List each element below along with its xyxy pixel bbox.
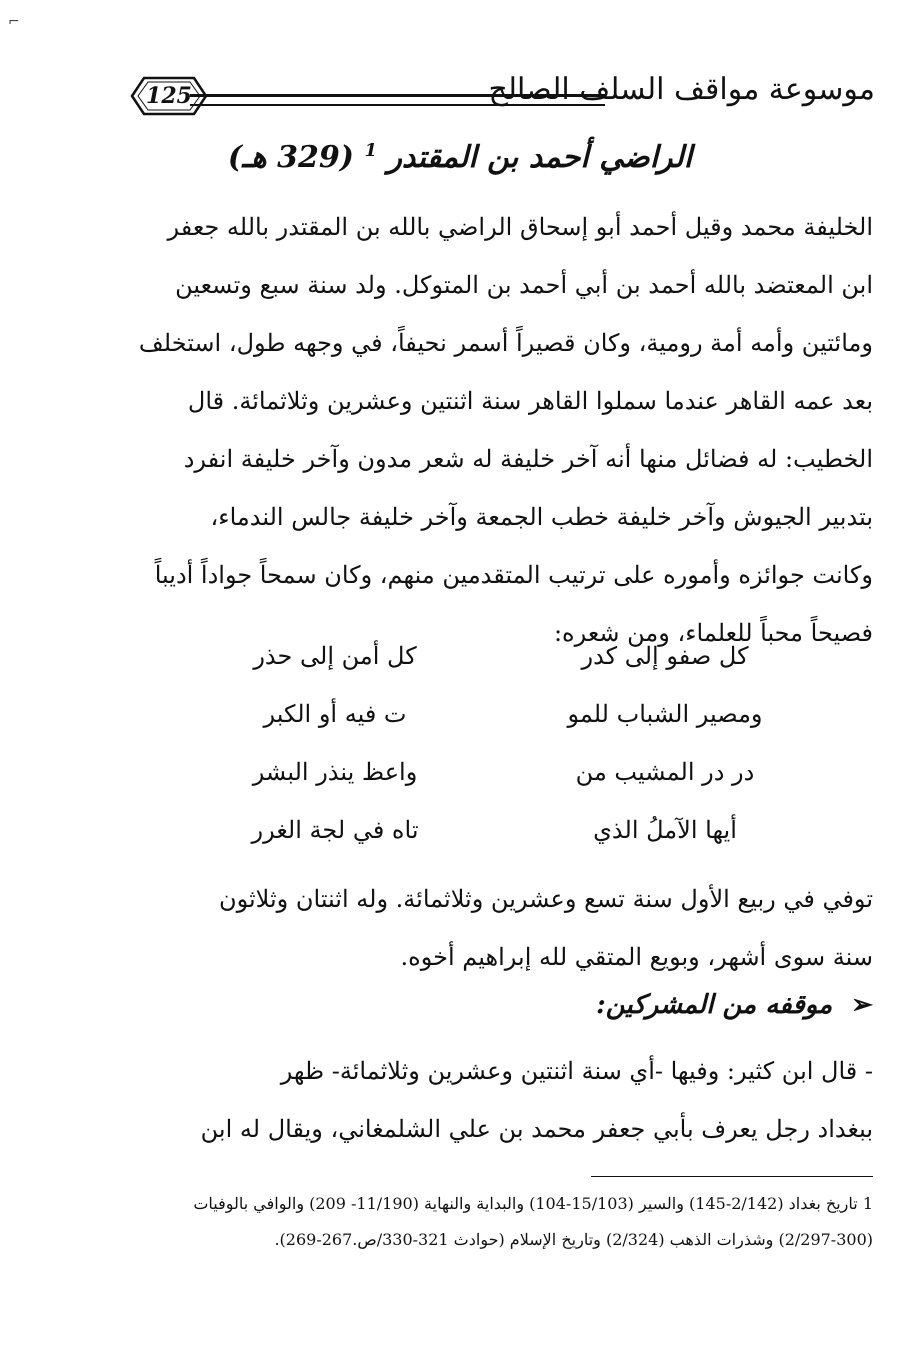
footnote-reference: 1 [364,140,377,161]
poem-verse [200,642,800,700]
verse-second-half: تاه في لجة الغرر [251,816,419,844]
poem-verse [200,816,800,874]
corner-mark: ⌐ [8,14,20,30]
page-header [120,66,875,130]
biography-paragraph [135,198,873,662]
body-line: الخطيب: له فضائل منها أنه آخر خليفة له شعر مدون وآخر خليفة انفرد [183,445,873,473]
body-line: وكانت جوائزه وأموره على ترتيب المتقدمين منهم، وكان سمحاً جواداً أديباً [154,561,873,589]
chapter-title [150,140,770,175]
footnote-divider [591,1176,873,1177]
body-line: ابن المعتضد بالله أحمد بن أبي أحمد بن المتوكل. ولد سنة سبع وتسعين [175,271,873,299]
section-heading-text: موقفه من المشركين: [596,990,833,1020]
body-line: توفي في ربيع الأول سنة تسع وعشرين وثلاثمائة. وله اثنتان وثلاثون [218,885,873,913]
verse-first-half: ومصير الشباب للمو [567,700,763,728]
body-line: فصيحاً محباً للعلماء، ومن شعره: [553,619,873,647]
body-line: ببغداد رجل يعرف بأبي جعفر محمد بن علي الشلمغاني، ويقال له ابن [200,1115,873,1143]
verse-second-half: كل أمن إلى حذر [253,642,417,670]
body-line: - قال ابن كثير: وفيها -أي سنة اثنتين وعشرين وثلاثمائة- ظهر [280,1057,873,1085]
death-paragraph [135,870,873,986]
chapter-name: الراضي أحمد بن المقتدر [387,140,693,175]
chapter-date: (329 هـ) [227,140,354,175]
poem [200,642,800,874]
footnote-line: 1 تاريخ بغداد (2/142-145) والسير (15/103-104) والبداية والنهاية (11/190- 209) والوافي بالوفيات [193,1194,873,1213]
body-line: سنة سوى أشهر، وبويع المتقي لله إبراهيم أخوه. [400,943,873,971]
page-number: 125 [146,83,192,109]
body-line: بتدبير الجيوش وآخر خليفة خطب الجمعة وآخر خليفة جالس الندماء، [210,503,873,531]
footnote-line: (2/297-300) وشذرات الذهب (2/324) وتاريخ الإسلام (حوادث 321-330/ص.267-269). [274,1230,873,1249]
poem-verse [200,700,800,758]
body-line: بعد عمه القاهر عندما سملوا القاهر سنة اثنتين وعشرين وثلاثمائة. قال [187,387,873,415]
quote-paragraph [135,1042,873,1158]
footnote [135,1186,873,1258]
verse-first-half: كل صفو إلى كدر [581,642,749,670]
verse-first-half: أيها الآملُ الذي [593,816,737,844]
arrow-bullet-icon: ➢ [851,990,873,1020]
section-heading [596,990,873,1020]
verse-second-half: ت فيه أو الكبر [263,700,407,728]
verse-second-half: واعظ ينذر البشر [252,758,418,786]
poem-verse [200,758,800,816]
book-title: موسوعة مواقف السلف الصالح [488,72,875,107]
body-line: الخليفة محمد وقيل أحمد أبو إسحاق الراضي بالله بن المقتدر بالله جعفر [167,213,873,241]
body-line: ومائتين وأمه أمة رومية، وكان قصيراً أسمر نحيفاً، في وجهه طول، استخلف [138,329,873,357]
verse-first-half: در در المشيب من [575,758,755,786]
